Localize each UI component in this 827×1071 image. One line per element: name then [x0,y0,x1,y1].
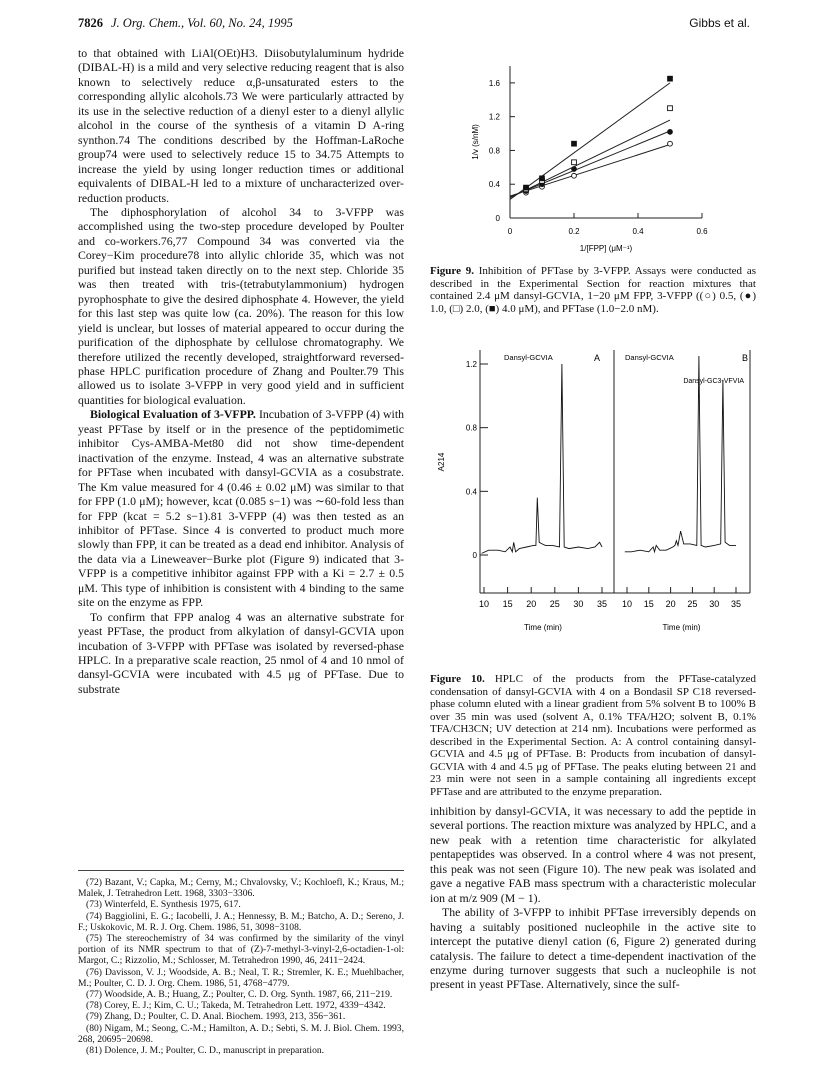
footnote: (72) Bazant, V.; Capka, M.; Cerny, M.; Chvalovsky, V.; Kochloefl, K.; Kraus, M.; Malek, J. Tetrahedron Lett. 1968, 3303−3306. [78,877,404,900]
left-column [78,46,404,696]
x-tick-label: 25 [687,599,698,609]
data-point-square [524,185,529,190]
journal-citation: J. Org. Chem., Vol. 60, No. 24, 1995 [111,16,293,30]
data-point-circle [572,173,577,178]
x-tick-label: 10 [621,599,633,609]
figure-9-lineweaver-burk-plot [440,58,740,258]
x-tick-label: 30 [709,599,720,609]
footnote: (73) Winterfeld, E. Synthesis 1975, 617. [86,899,241,911]
footnotes [78,870,404,1056]
x-tick-label: 0.6 [696,227,708,236]
paragraph: The diphosphorylation of alcohol 34 to 3-VFPP was accomplished using the two-step procedure developed by Poulter and co-workers.76,77 Compound 34 was converted via the Corey−Kim procedure78 into allylic chloride 35, which was not purified but instead taken directly on to the next step. Chloride 35 was then treated with tris-(tetrabutylammonium) hydrogen pyrophosphate to give the desired diphosphate 4. However, the yield for this last step was quite low (ca. 20%). The reason for this low yield is unclear, but losses of material appeared to occur during the purification of the diphosphate by cellulose chromatography. We therefore utilized the recently developed, straightforward reversed-phase HPLC purification procedure of Zhang and Poulter.79 This allowed us to isolate 3-VFPP in very good yield and in sufficient quantities for biological evaluation. [78,204,404,407]
x-tick-label: 15 [502,599,513,609]
peak-label: Dansyl-GCVIA [625,353,674,362]
x-tick-label: 30 [573,599,584,609]
x-tick-label: 0.2 [568,227,580,236]
chromatogram-trace [482,364,602,553]
x-axis-label: Time (min) [524,623,562,632]
figure-10-caption-text: HPLC of the products from the PFTase-catalyzed condensation of dansyl-GCVIA with 4 on a Bondasil SP C18 reversed-phase column eluted with a linear gradient from 5% solvent B to 100% B over 35 min was used (solvent A, 0.1% TFA/H2O; solvent B, 0.1% TFA/CH3CN; UV detection at 214 nm). Incubations were performed as described in the Experimental Section. A: A control containing dansyl-GCVIA and 4.5 μg of PFTase. B: Products from incubation of dansyl-GCVIA with 4 and 4.5 μg of PFTase. The peaks eluting between 21 and 23 min were not seen in a sample containing all ingredients except PFTase and are attributed to the enzyme preparation. [430,673,756,798]
data-point-circle [668,129,673,134]
panel-label: B [742,353,749,363]
y-tick-label: 0 [472,551,477,560]
x-axis-label: 1/[FPP] (μM⁻¹) [579,244,633,253]
product-peak-label: Dansyl-GC3-VFVIA [683,378,744,385]
paragraph: The ability of 3-VFPP to inhibit PFTase irreversibly depends on having a suitably positioned nucleophile in the active site to intercept the putative dienyl cation (6, Figure 2) generated during catalysis. The failure to detect a time-dependent inactivation of the enzyme during turnover suggests that such a nucleophile is not present in yeast PFTase. Alternatively, since the sulf- [430,905,756,992]
footnote: (80) Nigam, M.; Seong, C.-M.; Hamilton, A. D.; Sebti, S. M. J. Biol. Chem. 1993, 268, 20695−20698. [78,1022,404,1045]
header-left [78,16,293,31]
page-number: 7826 [78,16,103,30]
data-point-square [572,160,577,165]
paragraph-biological-evaluation [78,407,404,609]
figure-9-label: Figure 9. [430,265,474,277]
y-tick-label: 0.4 [465,487,477,497]
footnote: (75) The stereochemistry of 34 was confirmed by the similarity of the vinyl portion of its NMR spectrum to that of (Z)-7-methyl-3-vinyl-2,6-octadien-1-ol: Margot, C.; Rizzolio, M.; Schlosser, M. Tetrahedron 1990, 46, 2411−2424. [78,933,404,967]
x-tick-label: 35 [730,599,742,609]
x-tick-label: 25 [549,599,560,609]
footnote: (81) Dolence, J. M.; Poulter, C. D., manuscript in preparation. [86,1045,325,1057]
y-tick-label: 0 [495,214,500,223]
running-header [78,16,750,32]
x-tick-label: 0 [507,227,513,236]
footnote: (79) Zhang, D.; Poulter, C. D. Anal. Biochem. 1993, 213, 356−361. [86,1011,346,1023]
footnote: (77) Woodside, A. B.; Huang, Z.; Poulter, C. D. Org. Synth. 1987, 66, 211−219. [86,989,393,1001]
peak-label: Dansyl-GCVIA [504,353,553,362]
fit-line [510,145,670,197]
y-tick-label: 0.8 [488,146,500,156]
footnote: (78) Corey, E. J.; Kim, C. U.; Takeda, M. Tetrahedron Lett. 1972, 4339−4342. [86,1000,386,1012]
y-tick-label: 0.8 [465,423,477,433]
x-tick-label: 10 [478,599,490,609]
figure-10-caption [430,673,756,798]
y-tick-label: 1.2 [488,112,500,122]
footnote: (74) Baggiolini, E. G.; Iacobelli, J. A.; Hennessy, B. M.; Batcho, A. D.; Sereno, J. F.; Uskokovic, M. R. J. Org. Chem. 1986, 51, 3098−3108. [78,910,404,933]
data-point-square [668,106,673,111]
y-tick-label: 1.2 [465,360,477,369]
data-point-square [540,176,545,181]
figure-10-hplc-chromatograms [430,342,756,664]
x-tick-label: 20 [665,599,676,609]
y-tick-label: 0.4 [488,180,500,190]
fit-line [510,120,670,198]
y-axis-label: A214 [437,452,446,472]
figure-9-caption [430,265,756,315]
x-tick-label: 35 [596,599,608,609]
x-tick-label: 15 [643,599,654,609]
y-axis-label: 1/v (s/nM) [471,124,480,160]
figure-10-label: Figure 10. [430,673,485,685]
panel-label: A [594,353,601,363]
footnote: (76) Davisson, V. J.; Woodside, A. B.; Neal, T. R.; Stremler, K. E.; Muehlbacher, M.; Poulter, C. D. J. Org. Chem. 1986, 51, 4768−4779. [78,966,404,989]
x-tick-label: 0.4 [632,227,644,236]
paragraph: inhibition by dansyl-GCVIA, it was necessary to add the peptide in several portions. The reaction mixture was analyzed by HPLC, and a new peak with a retention time characteristic for alkylated pentapeptides was observed. In a control where 4 was not present, this peak was not seen (Figure 10). The new peak was isolated and gave a negative FAB mass spectrum with a characteristic molecular ion at m/z 909 (M − 1). [430,804,756,905]
y-tick-label: 1.6 [488,78,500,88]
paragraph: to that obtained with LiAl(OEt)H3. Diisobutylaluminum hydride (DIBAL-H) is a mild and very selective reducing reagent that is also known to selectively reduce α,β-unsaturated esters to the corresponding allylic alcohols.73 We were particularly attracted by its use in the selective reduction of a dienyl ester to a dienyl allylic alcohol in the course of the synthesis of a vitamin D A-ring synthon.74 The conditions described by the Hoffman-LaRoche group74 were used to selectively reduce 15 to 34.75 Attempts to increase the yield by using longer reduction times or additional equivalents of DIBAL-H led to a mixture of uncharacterized over-reduction products. [78,46,404,205]
data-point-square [572,141,577,146]
figure-9-caption-text: Inhibition of PFTase by 3-VFPP. Assays were conducted as described in the Experimental Section for reaction mixtures that contained 2.4 μM dansyl-GCVIA, 1−20 μM FPP, 3-VFPP ((○) 0.5, (●) 1.0, (□) 2.0, (■) 4.0 μM), and PFTase (1.0−2.0 nM). [430,265,756,315]
right-column [430,804,756,992]
section-heading: Biological Evaluation of 3-VFPP. [90,407,256,422]
section-text: Incubation of 3-VFPP (4) with yeast PFTase by itself or in the presence of the peptidomimetic inhibitor Cys-AMBA-Met80 did not show time-dependent inactivation of the enzyme. Instead, 4 was an alternative substrate for PFTase when incubated with dansyl-GCVIA as a cosubstrate. The Km value measured for 4 (0.46 ± 0.02 μM) was similar to that for FPP (1.0 μM); however, kcat (0.085 s−1) was ∼60-fold less than for FPP (kcat = 5.2 s−1).81 3-VFPP (4) was then tested as an inhibitor of PFTase. Since 4 is converted to product much more slowly than FPP, it can be treated as a dead end inhibitor. Analysis of the data via a Lineweaver−Burke plot (Figure 9) indicated that 3-VFPP is a competitive inhibitor against FPP with a Ki = 2.7 ± 0.5 μM. This type of inhibition is consistent with 4 binding to the same site on the enzyme as FPP. [78,407,404,610]
x-tick-label: 20 [526,599,537,609]
chromatogram-trace [625,356,736,552]
x-axis-label: Time (min) [662,623,701,632]
paragraph: To confirm that FPP analog 4 was an alternative substrate for yeast PFTase, the product from alkylation of dansyl-GCVIA upon incubation of 3-VFPP with PFTase was isolated by reversed-phase HPLC. In a preparative scale reaction, 25 nmol of 4 and 10 nmol of dansyl-GCVIA were incubated with 4.5 μg of PFTase. Due to substrate [78,609,404,696]
header-authors: Gibbs et al. [689,16,750,30]
data-point-circle [668,141,673,146]
data-point-square [668,76,673,81]
